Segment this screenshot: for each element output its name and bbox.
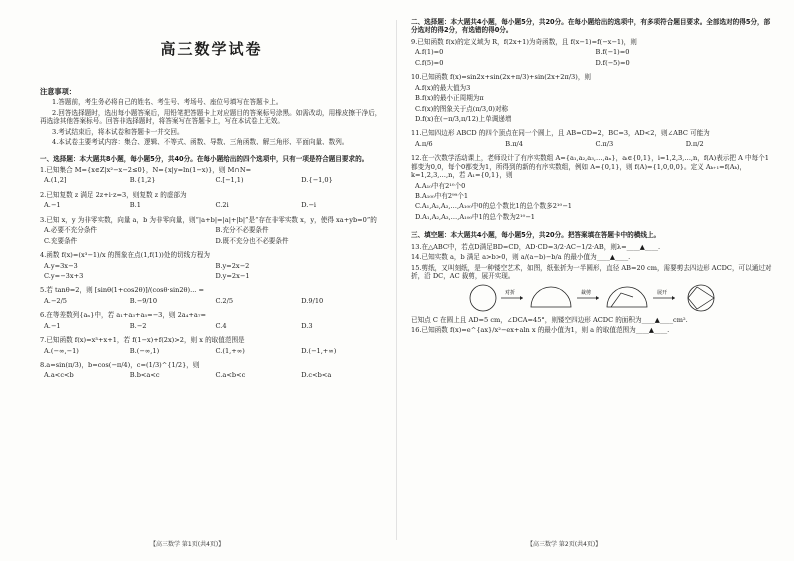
option-a: A.f(1)=0 xyxy=(415,48,444,57)
full-circle-shape xyxy=(470,285,496,311)
option-d: D.既不充分也不必要条件 xyxy=(215,236,289,245)
question-9: 9.已知函数 f(x)的定义域为 R，f(2x+1)为奇函数，且 f(x−1)=f(−x−1)，则 xyxy=(411,37,637,46)
option-c: C.A₁,A₂,A₃,…,A₁₀₀中0的总个数比1的总个数多2¹⁰−1 xyxy=(415,202,572,211)
question-4: 4.函数 f(x)=(x³−1)/x 的图象在点(1,f(1))处的切线方程为 xyxy=(40,251,211,260)
question-1: 1.已知集合 M={x∈Z|x²−x−2≤0}，N={x|y=ln(1−x)}，则 M∩N= xyxy=(40,166,252,175)
unfolded-circle-shape xyxy=(688,285,714,311)
option-a: A.A₁₀中有2¹⁰个0 xyxy=(415,181,466,190)
option-d: D.9/10 xyxy=(301,296,324,305)
unfold-label: 展开 xyxy=(657,289,668,296)
option-a: A.−1 xyxy=(44,321,61,330)
option-d: D.A₁,A₂,A₃,…,A₁₀₀中1的总个数为2¹⁰−1 xyxy=(415,212,535,221)
option-b: B.π/4 xyxy=(505,139,523,148)
option-d: D.3 xyxy=(301,321,313,330)
option-c: C.充要条件 xyxy=(44,236,78,245)
option-c: C.a<b<c xyxy=(215,371,246,380)
option-a: A.π/6 xyxy=(415,139,433,148)
question-12: 12.在一次数学活动课上，老师设计了有序实数组 A={a₁,a₂,a₃,…,aₙ}，aᵢ∈{0,1}，i=1,2,3,…,n，f(A)表示把 A 中每个1都变为0,0，每个0都变为1，所得到的新的有序实数组，例如 A={0,1}，则 f(A)={1,0,0,0}。定义 Aₖ₊₁=f(Aₖ)，k=1,2,3,…,n，若 A₁={0,1}，则 xyxy=(411,154,769,180)
notice-heading: 注意事项： xyxy=(40,87,76,97)
page-title: 高三数学试卷 xyxy=(160,40,263,58)
question-7: 7.已知函数 f(x)=x³+x+1，若 f(1−x)+f(2x)>2，则 x 的取值范围是 xyxy=(40,336,245,345)
option-d: D.f(x)在(−π/3,π/12)上单调递增 xyxy=(415,114,512,123)
section-2-heading: 二、选择题：本大题共4小题，每小题5分，共20分。在每小题给出的选项中，有多项符合题目要求。全部选对的得5分，部分选对的得2分，有选错的得0分。 xyxy=(411,18,771,35)
option-c: C.π/3 xyxy=(595,139,614,148)
question-11-options xyxy=(411,140,772,150)
question-10: 10.已知函数 f(x)=sin2x+sin(2x+π/3)+sin(2x+2π/3)，则 xyxy=(411,73,592,82)
question-15: 15.剪纸，又叫刻纸，是一种镂空艺术，如图，纸张折为一半圆形，直径 AB=20 cm，需要剪去四边形 ACDC，可以通过对折，沿 DC，AC 裁剪，展开实现。 xyxy=(411,263,772,281)
option-a: A.−1 xyxy=(44,201,61,210)
option-b: B.A₁₀₀中有2⁹⁹个1 xyxy=(415,192,469,200)
page-right xyxy=(397,0,794,561)
question-5-options xyxy=(40,297,383,307)
option-b: B.1 xyxy=(129,201,141,210)
option-a: A.y=3x−3 xyxy=(44,261,78,270)
option-b: B.y=2x−2 xyxy=(215,261,250,270)
option-b: B.−9/10 xyxy=(129,296,158,305)
paper-cut-figure xyxy=(411,283,772,313)
option-a: A.(−∞,−1) xyxy=(44,346,79,355)
question-4-options xyxy=(40,262,383,283)
option-a: A.−2/5 xyxy=(44,296,67,305)
option-c: C.2/5 xyxy=(215,296,234,305)
option-c: C.[−1,1) xyxy=(215,176,244,185)
notice-block xyxy=(40,87,383,146)
quadrilateral-shape xyxy=(688,287,714,309)
option-a: A.必要不充分条件 xyxy=(44,226,98,235)
option-a: A.a<c<b xyxy=(44,371,74,380)
question-2: 2.已知复数 z 满足 2z+i·z=3，则复数 z 的虚部为 xyxy=(40,190,187,199)
cut-lines xyxy=(611,293,633,307)
option-b: B.充分不必要条件 xyxy=(215,226,269,235)
question-15-continued: 已知点 C 在圆上且 AD=5 cm，∠DCA=45°，则镂空四边形 ACDC 的面积为____▲____cm². xyxy=(411,315,688,324)
option-a: A.(1,2] xyxy=(44,176,67,185)
option-b: B.−2 xyxy=(129,321,147,330)
question-6: 6.在等差数列{aₙ}中，若 a₁+a₃+a₅=−3，则 2a₄+a₇= xyxy=(40,311,207,320)
notice-item: 3.考试结束后，将本试卷和答题卡一并交回。 xyxy=(52,127,184,136)
question-16: 16.已知函数 f(x)=e^{ax}/x²−ex+aln x 的最小值为1，则 a 的取值范围为____▲____. xyxy=(411,325,670,334)
question-12-options xyxy=(411,182,772,224)
cut-label: 裁剪 xyxy=(581,289,592,296)
page-footer-left: 【高三数学 第1页(共4页)】 xyxy=(150,541,225,549)
question-2-options xyxy=(40,201,383,211)
option-c: C.y=−3x+3 xyxy=(44,271,84,280)
option-d: D.f(−5)=0 xyxy=(595,58,630,67)
page-footer-right: 【高三数学 第2页(共4页)】 xyxy=(527,541,602,549)
notice-item: 4.本试卷主要考试内容：集合、逻辑、不等式、函数、导数、三角函数、解三角形、平面向量、数列。 xyxy=(52,138,349,147)
arrow-head-2 xyxy=(596,296,599,300)
option-d: D.π/2 xyxy=(685,139,704,148)
question-3-options xyxy=(40,226,383,247)
question-14: 14.已知实数 a，b 满足 a>b>0，则 a/(a−b)−b/a 的最小值为____▲____. xyxy=(411,253,631,262)
question-11: 11.已知四边形 ABCD 的四个顶点在同一个圆上，且 AB=CD=2，BC=3，AD<2，则∠ABC 可能为 xyxy=(411,129,710,138)
fold-label: 对折 xyxy=(505,289,516,296)
option-c: C.f(x)的图象关于点(π/3,0)对称 xyxy=(415,104,509,113)
question-7-options xyxy=(40,347,383,357)
option-c: C.(1,+∞) xyxy=(215,346,245,355)
option-b: B.f(x)的最小正周期为π xyxy=(415,94,484,103)
question-10-options xyxy=(411,84,772,126)
option-b: B.b<a<c xyxy=(129,371,160,380)
option-d: D.{−1,0} xyxy=(301,176,333,185)
option-d: D.(−1,+∞) xyxy=(301,346,337,355)
notice-item: 1.答题前，考生务必将自己的姓名、考生号、考场号、座位号填写在答题卡上。 xyxy=(52,98,283,107)
option-c: C.4 xyxy=(215,321,227,330)
option-d: D.c<b<a xyxy=(301,371,332,380)
section-1-heading: 一、选择题：本大题共8小题，每小题5分，共40分。在每小题给出的四个选项中，只有一项是符合题目要求的。 xyxy=(40,154,369,163)
question-5: 5.若 tanθ=2，则 [sinθ(1+cos2θ)]/(cosθ·sin2θ)... = xyxy=(40,286,205,295)
option-c: C.2i xyxy=(215,201,229,210)
option-b: B.(−∞,1) xyxy=(129,346,160,355)
question-9-options xyxy=(411,48,772,69)
arrow-head-1 xyxy=(520,296,523,300)
option-d: D.y=2x−1 xyxy=(215,271,250,280)
question-8: 8.a=sin(π/3)，b=cos(−π/4)，c=(1/3)^{1/2}，则 xyxy=(40,361,200,370)
option-c: C.f(5)=0 xyxy=(415,58,444,67)
question-8-options xyxy=(40,371,383,381)
option-d: D.−i xyxy=(301,201,317,210)
arrow-head-3 xyxy=(672,296,675,300)
option-b: B.{1,2} xyxy=(129,176,156,185)
section-3-heading: 三、填空题：本大题共4小题，每小题5分，共20分。把答案填在答题卡中的横线上。 xyxy=(411,231,661,240)
half-circle-shape xyxy=(531,287,571,307)
notice-item: 2.回答选择题时，选出每小题答案后，用铅笔把答题卡上对应题目的答案标号涂黑。如需改动，用橡皮擦干净后，再选涂其他答案标号。回答非选择题时，将答案写在答题卡上，写在本试卷上无效。 xyxy=(40,108,382,126)
question-1-options xyxy=(40,176,383,186)
question-6-options xyxy=(40,322,383,332)
option-a: A.f(x)的最大值为3 xyxy=(415,83,471,92)
question-13: 13.在△ABC中，若点D满足BD=CD，AD·CD=3/2·AC−1/2·AB，则λ=____▲____. xyxy=(411,242,661,251)
paper-cut-diagram xyxy=(461,283,741,313)
option-b: B.f(−1)=0 xyxy=(595,48,630,57)
question-3: 3.已知 x，y 为非零实数，向量 a，b 为非零向量，则“|a+b|=|a|+|b|”是“存在非零实数 x，y，使得 xa+yb=0”的 xyxy=(40,215,377,224)
